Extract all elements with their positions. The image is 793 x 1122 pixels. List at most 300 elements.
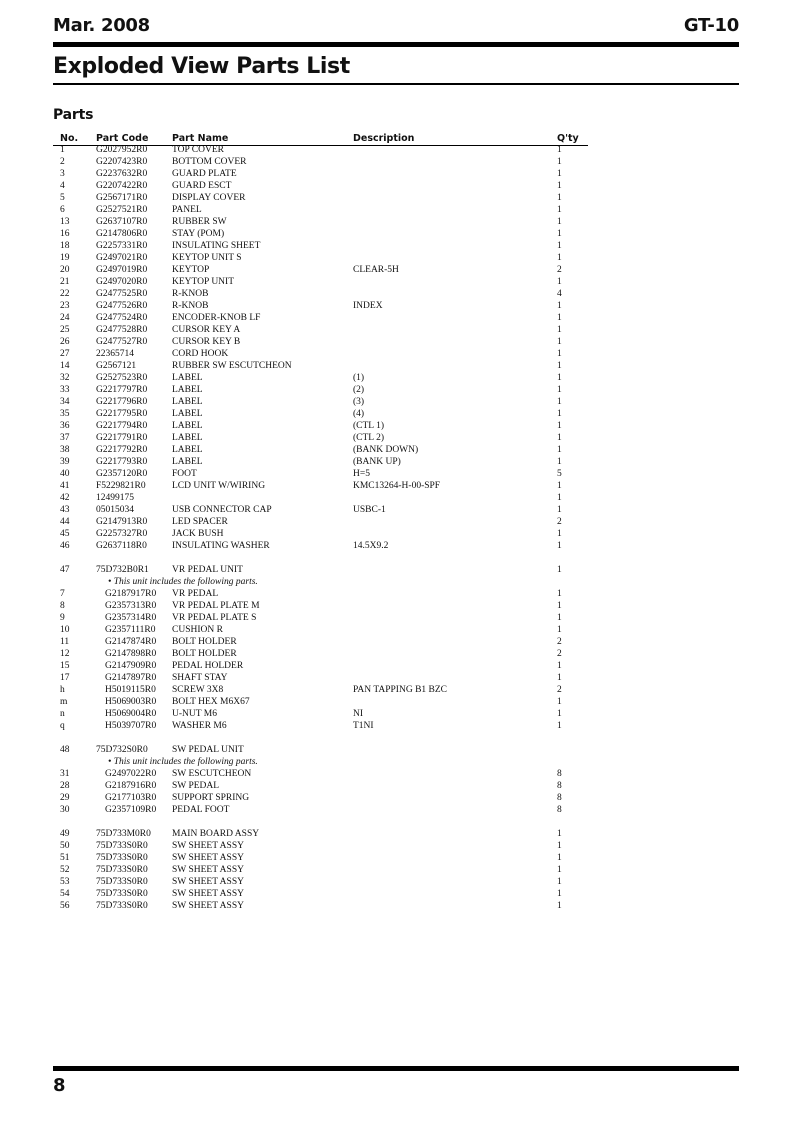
- table-row: [0, 373, 793, 385]
- cell-qty: 2: [557, 649, 562, 659]
- cell-no: 34: [60, 397, 70, 407]
- cell-part-code: G2497019R0: [96, 265, 148, 275]
- table-row: [0, 565, 793, 577]
- cell-no: 17: [60, 673, 70, 683]
- table-row: [0, 349, 793, 361]
- cell-part-code: 75D733S0R0: [96, 901, 148, 911]
- cell-qty: 1: [557, 325, 562, 335]
- table-row: [0, 589, 793, 601]
- cell-part-code: G2147909R0: [105, 661, 157, 671]
- cell-no: 54: [60, 889, 70, 899]
- cell-part-name: VR PEDAL UNIT: [172, 565, 243, 575]
- cell-qty: 1: [557, 385, 562, 395]
- cell-no: 1: [60, 145, 65, 155]
- table-row: [0, 253, 793, 265]
- cell-qty: 1: [557, 505, 562, 515]
- table-row: [0, 193, 793, 205]
- cell-description: (BANK DOWN): [353, 445, 419, 455]
- cell-part-code: G2217794R0: [96, 421, 148, 431]
- header-date: Mar. 2008: [53, 15, 150, 36]
- cell-no: 21: [60, 277, 70, 287]
- cell-qty: 1: [557, 625, 562, 635]
- cell-no: 16: [60, 229, 70, 239]
- cell-no: 53: [60, 877, 70, 887]
- col-head-qty: Q'ty: [557, 133, 579, 144]
- cell-part-name: INSULATING SHEET: [172, 241, 261, 251]
- cell-part-name: LABEL: [172, 385, 203, 395]
- cell-part-code: G2357120R0: [96, 469, 148, 479]
- cell-part-name: LABEL: [172, 433, 203, 443]
- cell-no: 5: [60, 193, 65, 203]
- cell-part-code: G2497020R0: [96, 277, 148, 287]
- table-row: [0, 841, 793, 853]
- table-row: [0, 445, 793, 457]
- cell-qty: 1: [557, 601, 562, 611]
- cell-no: 24: [60, 313, 70, 323]
- cell-no: m: [60, 697, 68, 707]
- cell-part-code: G2497021R0: [96, 253, 148, 263]
- cell-qty: 1: [557, 709, 562, 719]
- table-row: [0, 361, 793, 373]
- cell-description: PAN TAPPING B1 BZC: [353, 685, 448, 695]
- cell-qty: 5: [557, 469, 562, 479]
- cell-no: 47: [60, 565, 70, 575]
- cell-part-code: G2497022R0: [105, 769, 157, 779]
- col-head-desc: Description: [353, 133, 415, 144]
- cell-part-name: JACK BUSH: [172, 529, 224, 539]
- cell-part-name: VR PEDAL: [172, 589, 219, 599]
- cell-no: 19: [60, 253, 70, 263]
- cell-part-name: SUPPORT SPRING: [172, 793, 250, 803]
- cell-part-name: RUBBER SW ESCUTCHEON: [172, 361, 292, 371]
- cell-part-code: G2147806R0: [96, 229, 148, 239]
- table-row: [0, 421, 793, 433]
- cell-no: 4: [60, 181, 65, 191]
- cell-qty: 8: [557, 769, 562, 779]
- table-row: [0, 769, 793, 781]
- cell-part-code: G2567171R0: [96, 193, 148, 203]
- cell-no: 43: [60, 505, 70, 515]
- table-row: [0, 205, 793, 217]
- cell-part-code: 75D733S0R0: [96, 841, 148, 851]
- cell-no: 42: [60, 493, 70, 503]
- cell-qty: 2: [557, 685, 562, 695]
- cell-qty: 1: [557, 901, 562, 911]
- col-head-no: No.: [60, 133, 79, 144]
- cell-no: 2: [60, 157, 65, 167]
- cell-description: INDEX: [353, 301, 383, 311]
- cell-part-name: TOP COVER: [172, 145, 224, 155]
- cell-qty: 1: [557, 661, 562, 671]
- table-row: [0, 541, 793, 553]
- cell-qty: 1: [557, 253, 562, 263]
- cell-qty: 1: [557, 205, 562, 215]
- cell-part-code: H5069004R0: [105, 709, 157, 719]
- table-row: [0, 337, 793, 349]
- cell-no: 10: [60, 625, 70, 635]
- table-row: [0, 613, 793, 625]
- cell-part-code: G2637107R0: [96, 217, 148, 227]
- cell-part-name: KEYTOP: [172, 265, 210, 275]
- table-row: [0, 505, 793, 517]
- cell-part-name: R-KNOB: [172, 289, 209, 299]
- cell-part-code: G2237632R0: [96, 169, 148, 179]
- row-spacer: [0, 553, 793, 565]
- cell-part-name: SW PEDAL: [172, 781, 220, 791]
- cell-part-code: G2357109R0: [105, 805, 157, 815]
- page-title: Exploded View Parts List: [53, 54, 350, 79]
- cell-qty: 1: [557, 541, 562, 551]
- row-spacer: [0, 733, 793, 745]
- cell-part-code: 75D733S0R0: [96, 877, 148, 887]
- page-number: 8: [53, 1075, 66, 1096]
- table-row: [0, 325, 793, 337]
- cell-description: (1): [353, 373, 365, 383]
- cell-description: 14.5X9.2: [353, 541, 389, 551]
- cell-qty: 1: [557, 337, 562, 347]
- table-row: [0, 877, 793, 889]
- table-row: [0, 889, 793, 901]
- cell-no: 7: [60, 589, 65, 599]
- cell-no: 20: [60, 265, 70, 275]
- cell-part-code: F5229821R0: [96, 481, 146, 491]
- cell-qty: 1: [557, 349, 562, 359]
- cell-no: 46: [60, 541, 70, 551]
- cell-part-name: INSULATING WASHER: [172, 541, 270, 551]
- cell-qty: 1: [557, 361, 562, 371]
- cell-part-name: SCREW 3X8: [172, 685, 224, 695]
- cell-part-name: SW SHEET ASSY: [172, 877, 244, 887]
- cell-part-name: SW SHEET ASSY: [172, 865, 244, 875]
- cell-part-name: PEDAL HOLDER: [172, 661, 244, 671]
- cell-no: 36: [60, 421, 70, 431]
- table-row: [0, 625, 793, 637]
- table-row: [0, 529, 793, 541]
- cell-qty: 1: [557, 565, 562, 575]
- cell-no: 32: [60, 373, 70, 383]
- table-row: [0, 517, 793, 529]
- cell-part-code: G2257327R0: [96, 529, 148, 539]
- cell-part-name: SW PEDAL UNIT: [172, 745, 244, 755]
- table-row: [0, 277, 793, 289]
- cell-qty: 8: [557, 781, 562, 791]
- cell-part-code: G2477525R0: [96, 289, 148, 299]
- col-head-code: Part Code: [96, 133, 149, 144]
- cell-no: 8: [60, 601, 65, 611]
- cell-qty: 1: [557, 529, 562, 539]
- cell-qty: 1: [557, 373, 562, 383]
- table-row: [0, 241, 793, 253]
- cell-qty: 1: [557, 421, 562, 431]
- cell-qty: 1: [557, 841, 562, 851]
- cell-part-code: G2477527R0: [96, 337, 148, 347]
- table-row: [0, 685, 793, 697]
- cell-part-name: BOLT HOLDER: [172, 637, 237, 647]
- cell-no: 6: [60, 205, 65, 215]
- table-row: [0, 601, 793, 613]
- table-row: [0, 781, 793, 793]
- table-row: [0, 661, 793, 673]
- cell-qty: 1: [557, 589, 562, 599]
- cell-part-code: G2477526R0: [96, 301, 148, 311]
- cell-part-code: G2147874R0: [105, 637, 157, 647]
- table-row: [0, 865, 793, 877]
- cell-part-name: SW SHEET ASSY: [172, 841, 244, 851]
- cell-part-code: 75D733M0R0: [96, 829, 151, 839]
- table-row: [0, 709, 793, 721]
- cell-no: 25: [60, 325, 70, 335]
- cell-no: 9: [60, 613, 65, 623]
- cell-no: 56: [60, 901, 70, 911]
- cell-no: 14: [60, 361, 70, 371]
- cell-qty: 8: [557, 793, 562, 803]
- table-row: [0, 673, 793, 685]
- cell-part-code: G2147898R0: [105, 649, 157, 659]
- cell-part-code: G2217792R0: [96, 445, 148, 455]
- cell-part-name: LABEL: [172, 445, 203, 455]
- cell-part-name: DISPLAY COVER: [172, 193, 246, 203]
- cell-part-name: LCD UNIT W/WIRING: [172, 481, 266, 491]
- cell-part-name: U-NUT M6: [172, 709, 217, 719]
- cell-part-name: SW SHEET ASSY: [172, 889, 244, 899]
- table-row: [0, 157, 793, 169]
- table-row: [0, 697, 793, 709]
- cell-part-name: CUSHION R: [172, 625, 223, 635]
- cell-part-code: G2527523R0: [96, 373, 148, 383]
- cell-part-name: VR PEDAL PLATE S: [172, 613, 257, 623]
- cell-no: 15: [60, 661, 70, 671]
- table-row: [0, 301, 793, 313]
- cell-qty: 1: [557, 217, 562, 227]
- cell-qty: 2: [557, 517, 562, 527]
- cell-qty: 1: [557, 493, 562, 503]
- cell-no: 39: [60, 457, 70, 467]
- table-row: [0, 385, 793, 397]
- table-row: [0, 901, 793, 913]
- cell-part-name: VR PEDAL PLATE M: [172, 601, 260, 611]
- cell-part-name: CURSOR KEY B: [172, 337, 241, 347]
- cell-qty: 1: [557, 865, 562, 875]
- cell-part-code: G2637118R0: [96, 541, 147, 551]
- table-row: [0, 853, 793, 865]
- cell-no: 51: [60, 853, 70, 863]
- table-row: [0, 721, 793, 733]
- cell-part-code: 75D733S0R0: [96, 853, 148, 863]
- title-rule: [53, 83, 739, 85]
- cell-no: 13: [60, 217, 70, 227]
- cell-part-name: RUBBER SW: [172, 217, 227, 227]
- cell-no: 11: [60, 637, 70, 647]
- cell-part-code: 22365714: [96, 349, 134, 359]
- table-row: [0, 433, 793, 445]
- cell-part-name: LABEL: [172, 409, 203, 419]
- cell-qty: 1: [557, 397, 562, 407]
- cell-description: (CTL 2): [353, 433, 385, 443]
- row-spacer: [0, 817, 793, 829]
- cell-qty: 1: [557, 277, 562, 287]
- cell-part-code: 05015034: [96, 505, 134, 515]
- cell-qty: 4: [557, 289, 562, 299]
- cell-no: 35: [60, 409, 70, 419]
- cell-part-code: H5039707R0: [105, 721, 157, 731]
- cell-qty: 1: [557, 301, 562, 311]
- cell-part-code: G2217793R0: [96, 457, 148, 467]
- table-row: [0, 313, 793, 325]
- cell-no: 26: [60, 337, 70, 347]
- cell-part-code: H5069003R0: [105, 697, 157, 707]
- cell-no: 45: [60, 529, 70, 539]
- cell-description: (CTL 1): [353, 421, 385, 431]
- cell-part-name: SW SHEET ASSY: [172, 901, 244, 911]
- cell-description: (4): [353, 409, 365, 419]
- cell-no: 18: [60, 241, 70, 251]
- cell-description: (3): [353, 397, 365, 407]
- cell-qty: 1: [557, 157, 562, 167]
- cell-part-name: GUARD PLATE: [172, 169, 237, 179]
- cell-part-name: GUARD ESCT: [172, 181, 232, 191]
- cell-part-name: LABEL: [172, 373, 203, 383]
- footer-rule: [53, 1066, 739, 1071]
- cell-part-name: BOLT HOLDER: [172, 649, 237, 659]
- cell-qty: 2: [557, 265, 562, 275]
- table-row: [0, 265, 793, 277]
- table-row: [0, 469, 793, 481]
- cell-no: 52: [60, 865, 70, 875]
- cell-qty: 1: [557, 193, 562, 203]
- cell-part-code: 75D732B0R1: [96, 565, 149, 575]
- cell-qty: 1: [557, 229, 562, 239]
- cell-qty: 1: [557, 673, 562, 683]
- cell-part-code: G2147897R0: [105, 673, 157, 683]
- cell-qty: 1: [557, 481, 562, 491]
- cell-description: NI: [353, 709, 364, 719]
- table-row: [0, 145, 793, 157]
- cell-part-name: BOLT HEX M6X67: [172, 697, 250, 707]
- cell-part-code: H5019115R0: [105, 685, 156, 695]
- cell-part-code: G2217797R0: [96, 385, 148, 395]
- cell-part-code: G2217795R0: [96, 409, 148, 419]
- header-model: GT-10: [683, 15, 739, 36]
- cell-part-code: 75D733S0R0: [96, 865, 148, 875]
- cell-part-code: G2177103R0: [105, 793, 157, 803]
- cell-part-name: PANEL: [172, 205, 202, 215]
- cell-no: q: [60, 721, 65, 731]
- table-row: [0, 457, 793, 469]
- table-row: [0, 397, 793, 409]
- cell-qty: 1: [557, 409, 562, 419]
- cell-part-name: SHAFT STAY: [172, 673, 228, 683]
- cell-part-code: G2567121: [96, 361, 137, 371]
- cell-no: 37: [60, 433, 70, 443]
- cell-part-name: LABEL: [172, 397, 203, 407]
- cell-part-name: KEYTOP UNIT S: [172, 253, 242, 263]
- cell-no: 3: [60, 169, 65, 179]
- header-rule: [53, 42, 739, 47]
- cell-part-code: G2207422R0: [96, 181, 148, 191]
- cell-description: (2): [353, 385, 365, 395]
- cell-part-code: 75D733S0R0: [96, 889, 148, 899]
- cell-qty: 1: [557, 829, 562, 839]
- table-row: [0, 745, 793, 757]
- cell-part-name: LED SPACER: [172, 517, 228, 527]
- table-row: [0, 481, 793, 493]
- cell-part-code: G2527521R0: [96, 205, 148, 215]
- col-head-name: Part Name: [172, 133, 229, 144]
- cell-no: 44: [60, 517, 70, 527]
- cell-part-name: ENCODER-KNOB LF: [172, 313, 261, 323]
- cell-part-code: G2207423R0: [96, 157, 148, 167]
- table-note: [0, 577, 793, 589]
- cell-part-name: SW SHEET ASSY: [172, 853, 244, 863]
- cell-qty: 1: [557, 181, 562, 191]
- cell-part-code: G2357313R0: [105, 601, 157, 611]
- cell-description: H=5: [353, 469, 370, 479]
- cell-part-code: G2217791R0: [96, 433, 148, 443]
- table-note: [0, 757, 793, 769]
- cell-no: 50: [60, 841, 70, 851]
- cell-description: KMC13264-H-00-SPF: [353, 481, 441, 491]
- cell-description: (BANK UP): [353, 457, 401, 467]
- cell-part-code: G2357111R0: [105, 625, 156, 635]
- table-row: [0, 229, 793, 241]
- cell-qty: 1: [557, 877, 562, 887]
- cell-no: 33: [60, 385, 70, 395]
- cell-no: 29: [60, 793, 70, 803]
- cell-no: h: [60, 685, 65, 695]
- cell-part-code: G2187917R0: [105, 589, 157, 599]
- cell-part-name: LABEL: [172, 457, 203, 467]
- cell-no: 31: [60, 769, 70, 779]
- cell-no: 38: [60, 445, 70, 455]
- cell-no: 49: [60, 829, 70, 839]
- cell-qty: 1: [557, 697, 562, 707]
- cell-part-name: KEYTOP UNIT: [172, 277, 235, 287]
- cell-no: 23: [60, 301, 70, 311]
- note-text: • This unit includes the following parts.: [108, 577, 258, 587]
- table-row: [0, 805, 793, 817]
- section-title: Parts: [53, 107, 94, 123]
- cell-part-name: STAY (POM): [172, 229, 225, 239]
- table-row: [0, 181, 793, 193]
- cell-part-name: FOOT: [172, 469, 197, 479]
- cell-no: 22: [60, 289, 70, 299]
- cell-qty: 8: [557, 805, 562, 815]
- cell-part-name: MAIN BOARD ASSY: [172, 829, 260, 839]
- table-row: [0, 289, 793, 301]
- parts-table: [0, 145, 793, 913]
- cell-no: 48: [60, 745, 70, 755]
- cell-part-code: G2187916R0: [105, 781, 157, 791]
- cell-qty: 1: [557, 445, 562, 455]
- cell-qty: 2: [557, 637, 562, 647]
- cell-part-code: G2027952R0: [96, 145, 148, 155]
- cell-no: 41: [60, 481, 70, 491]
- cell-qty: 1: [557, 145, 562, 155]
- cell-part-name: R-KNOB: [172, 301, 209, 311]
- cell-part-name: USB CONNECTOR CAP: [172, 505, 272, 515]
- cell-qty: 1: [557, 721, 562, 731]
- cell-part-code: G2217796R0: [96, 397, 148, 407]
- cell-no: 28: [60, 781, 70, 791]
- cell-no: n: [60, 709, 65, 719]
- table-row: [0, 493, 793, 505]
- cell-qty: 1: [557, 169, 562, 179]
- cell-part-name: BOTTOM COVER: [172, 157, 247, 167]
- table-row: [0, 217, 793, 229]
- cell-part-code: 12499175: [96, 493, 134, 503]
- cell-part-code: G2147913R0: [96, 517, 148, 527]
- cell-qty: 1: [557, 853, 562, 863]
